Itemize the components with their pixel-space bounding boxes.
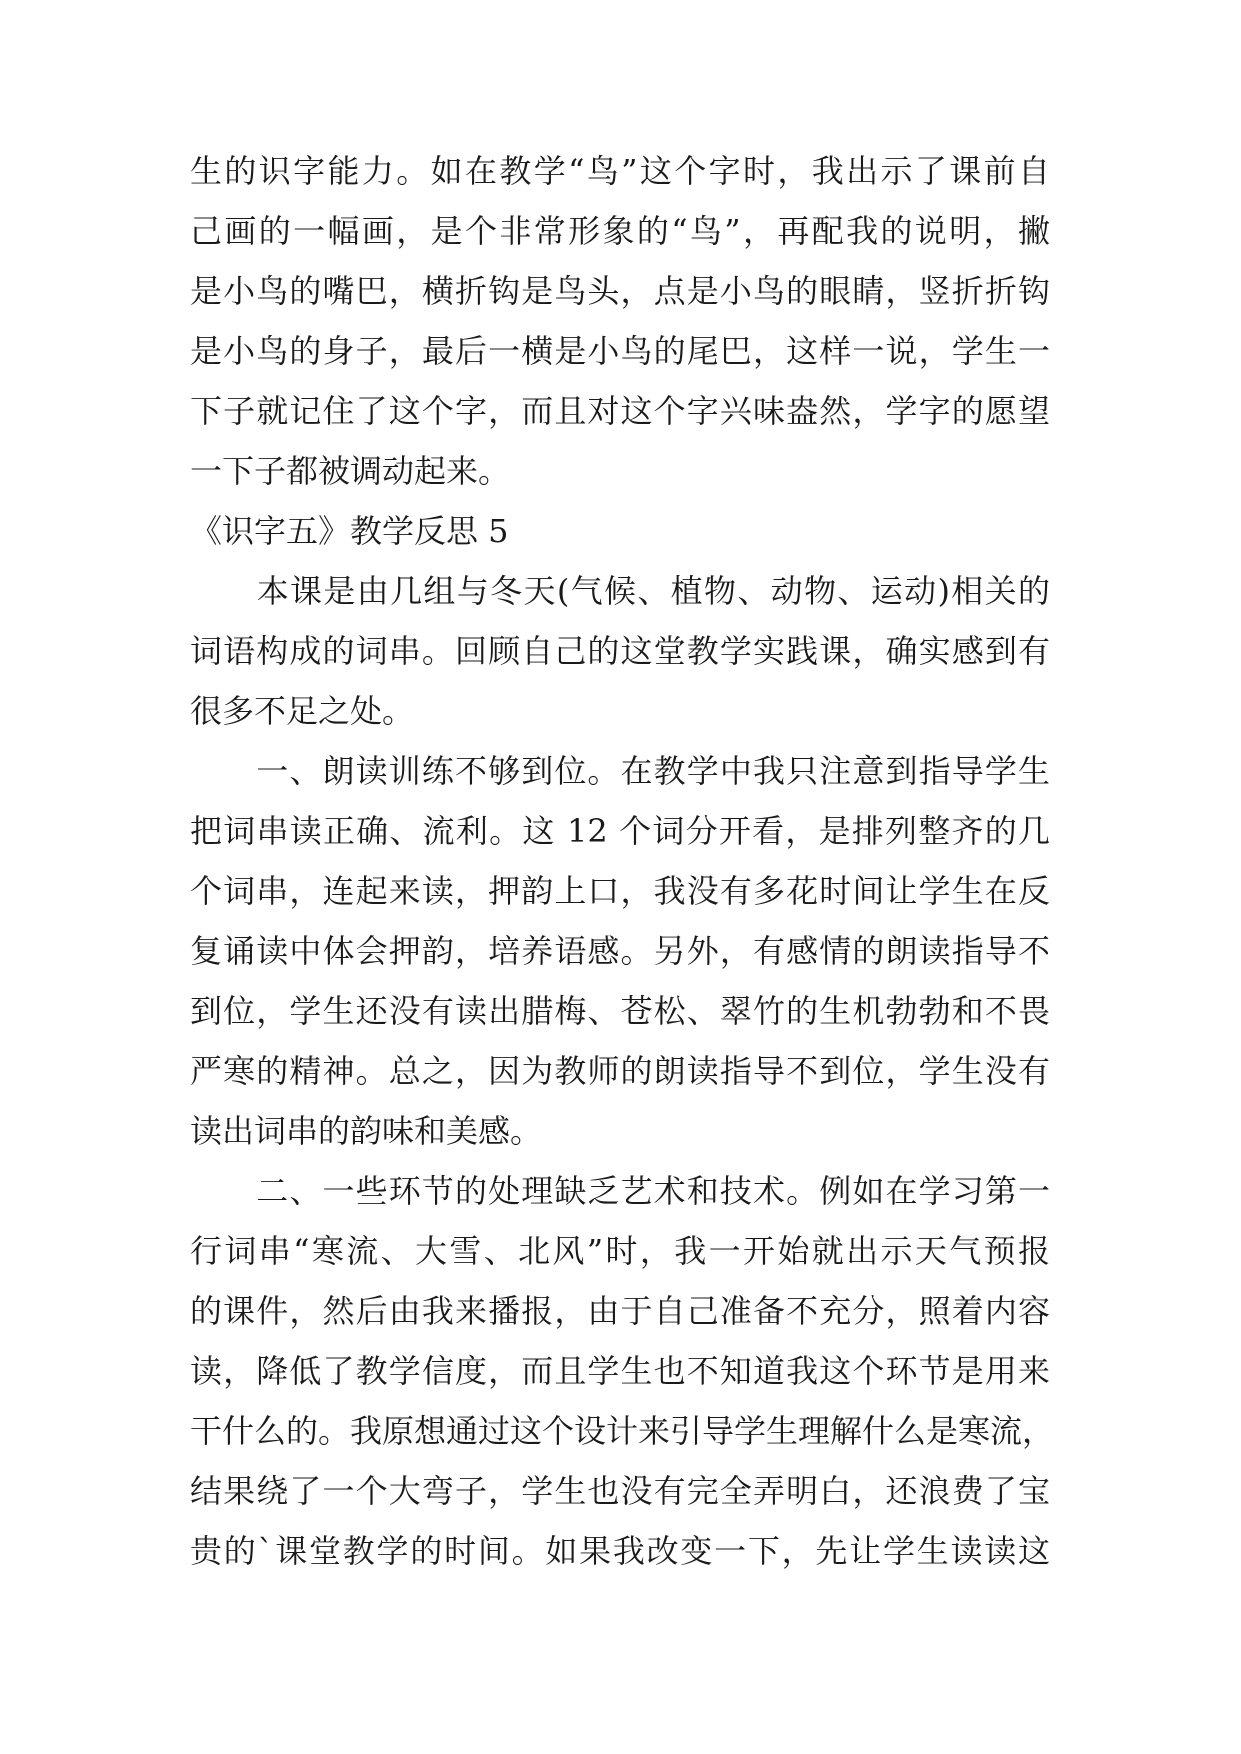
text-line: 复诵读中体会押韵，培养语感。另外，有感情的朗读指导不: [190, 932, 1050, 970]
paragraph-first-line: 二、一些环节的处理缺乏艺术和技术。例如在学习第一: [190, 1172, 1050, 1210]
text-line: 读出词串的韵味和美感。: [190, 1112, 543, 1150]
text-line: 干什么的。我原想通过这个设计来引导学生理解什么是寒流，: [190, 1412, 1055, 1450]
text-line: 结果绕了一个大弯子，学生也没有完全弄明白，还浪费了宝: [190, 1472, 1050, 1510]
text-line: 的课件，然后由我来播报，由于自己准备不充分，照着内容: [190, 1292, 1050, 1330]
text-line: 是小鸟的嘴巴，横折钩是鸟头，点是小鸟的眼睛，竖折折钩: [190, 272, 1050, 310]
text-line: 很多不足之处。: [190, 692, 415, 730]
text-line: 是小鸟的身子，最后一横是小鸟的尾巴，这样一说，学生一: [190, 332, 1050, 370]
text-line: 生的识字能力。如在教学“鸟”这个字时，我出示了课前自: [190, 152, 1050, 190]
text-line: 词语构成的词串。回顾自己的这堂教学实践课，确实感到有: [190, 632, 1050, 670]
text-line: 严寒的精神。总之，因为教师的朗读指导不到位，学生没有: [190, 1052, 1050, 1090]
text-line: 贵的`课堂教学的时间。如果我改变一下，先让学生读读这: [190, 1532, 1050, 1570]
text-line: 一下子都被调动起来。: [190, 452, 511, 490]
text-line: 下子就记住了这个字，而且对这个字兴味盎然，学字的愿望: [190, 392, 1050, 430]
text-line: 把词串读正确、流利。这 12 个词分开看，是排列整齐的几: [190, 812, 1050, 850]
section-heading: 《识字五》教学反思 5: [190, 512, 509, 550]
text-line: 到位，学生还没有读出腊梅、苍松、翠竹的生机勃勃和不畏: [190, 992, 1050, 1030]
text-line: 己画的一幅画，是个非常形象的“鸟”，再配我的说明，撇: [190, 212, 1050, 250]
paragraph-first-line: 本课是由几组与冬天(气候、植物、动物、运动)相关的: [190, 572, 1050, 610]
text-line: 行词串“寒流、大雪、北风”时，我一开始就出示天气预报: [190, 1232, 1050, 1270]
text-line: 个词串，连起来读，押韵上口，我没有多花时间让学生在反: [190, 872, 1050, 910]
paragraph-first-line: 一、朗读训练不够到位。在教学中我只注意到指导学生: [190, 752, 1050, 790]
text-line: 读，降低了教学信度，而且学生也不知道我这个环节是用来: [190, 1352, 1050, 1390]
